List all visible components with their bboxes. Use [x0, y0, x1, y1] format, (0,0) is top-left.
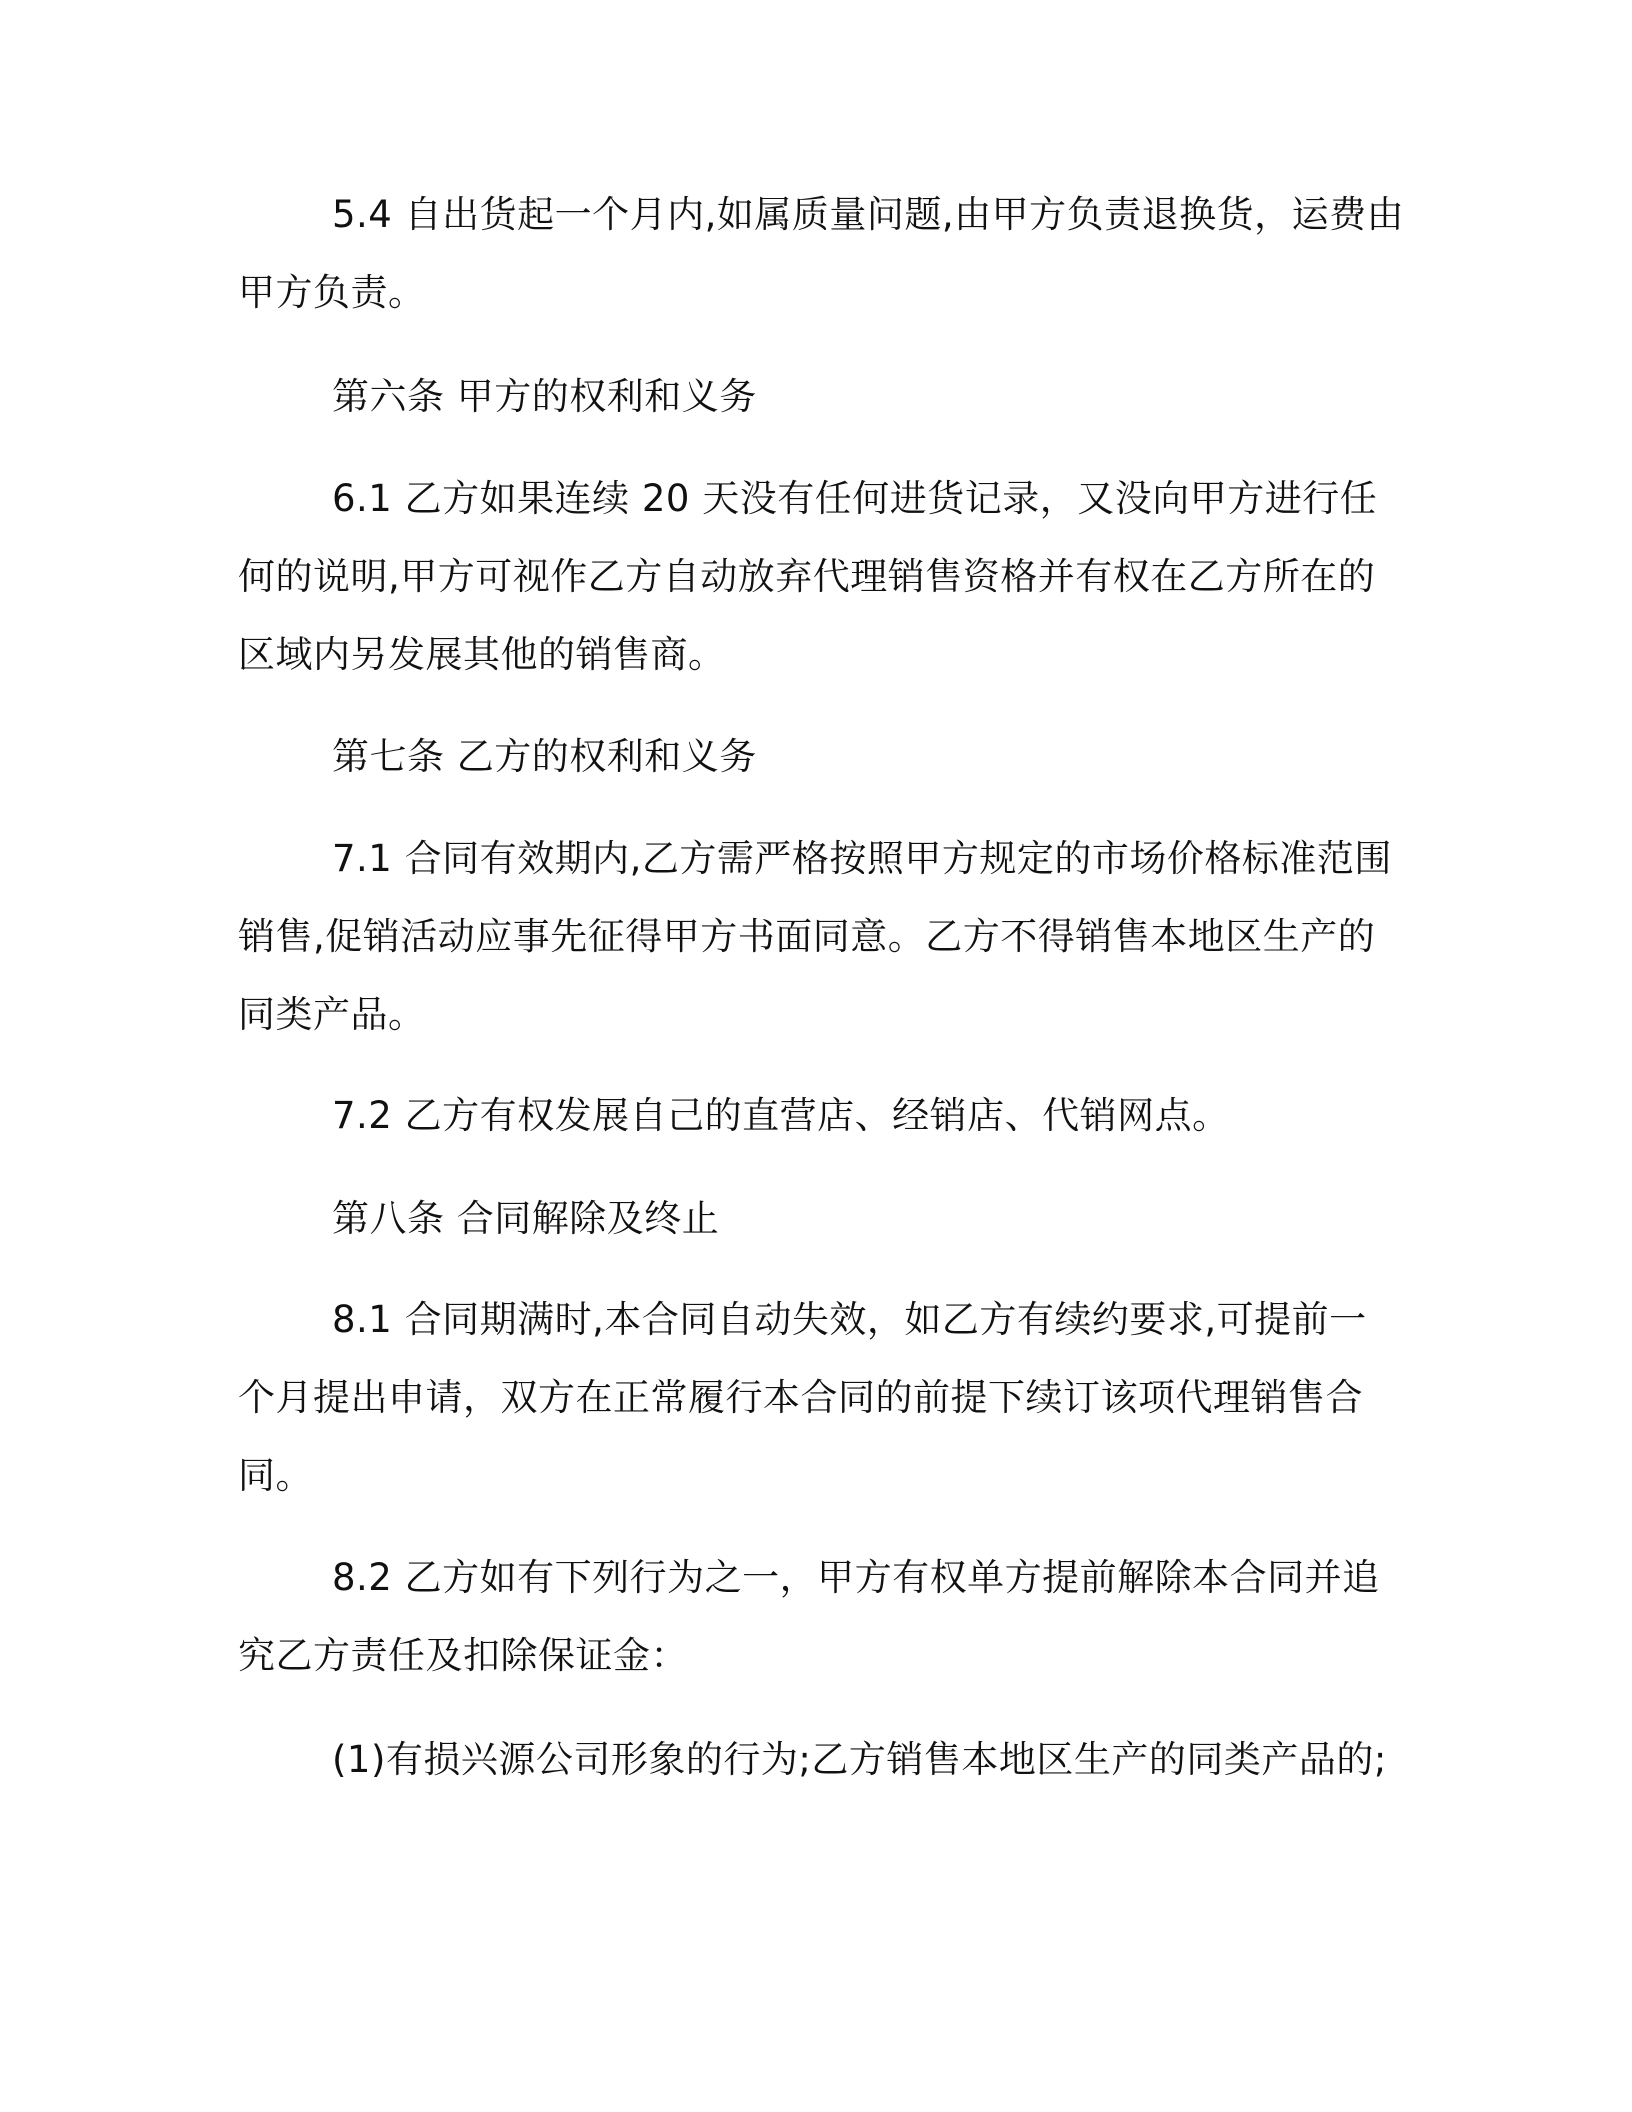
clause-6-1	[238, 460, 1378, 694]
text-line: 第八条 合同解除及终止	[332, 1197, 720, 1240]
clause-7-2	[238, 1077, 1378, 1155]
text-line: 第六条 甲方的权利和义务	[332, 375, 757, 418]
clause-8-2-item-1	[238, 1721, 1387, 1799]
clause-8-2	[238, 1539, 1378, 1695]
text-line: 甲方负责。	[238, 271, 426, 314]
text-line: 个月提出申请，双方在正常履行本合同的前提下续订该项代理销售合	[238, 1376, 1363, 1419]
text-line: 6.1 乙方如果连续 20 天没有任何进货记录，又没向甲方进行任	[332, 477, 1378, 520]
text-line: 5.4 自出货起一个月内,如属质量问题,由甲方负责退换货，运费由	[332, 193, 1405, 236]
text-line: 区域内另发展其他的销售商。	[238, 633, 726, 676]
text-line: 8.1 合同期满时,本合同自动失效，如乙方有续约要求,可提前一	[332, 1298, 1367, 1341]
text-line: 究乙方责任及扣除保证金：	[238, 1634, 688, 1677]
text-line: 8.2 乙方如有下列行为之一，甲方有权单方提前解除本合同并追	[332, 1556, 1380, 1599]
text-line: 销售,促销活动应事先征得甲方书面同意。乙方不得销售本地区生产的	[238, 915, 1376, 958]
heading-article-8	[238, 1180, 1378, 1258]
text-line: 同。	[238, 1454, 313, 1497]
text-line: (1)有损兴源公司形象的行为;乙方销售本地区生产的同类产品的;	[332, 1738, 1387, 1781]
text-line: 7.1 合同有效期内,乙方需严格按照甲方规定的市场价格标准范围	[332, 837, 1392, 880]
clause-8-1	[238, 1281, 1378, 1515]
clause-5-4	[238, 176, 1405, 332]
heading-article-6	[238, 358, 1378, 436]
text-line: 7.2 乙方有权发展自己的直营店、经销店、代销网点。	[332, 1094, 1230, 1137]
text-line: 同类产品。	[238, 993, 426, 1036]
text-line: 何的说明,甲方可视作乙方自动放弃代理销售资格并有权在乙方所在的	[238, 555, 1376, 598]
heading-article-7	[238, 718, 1378, 796]
text-line: 第七条 乙方的权利和义务	[332, 735, 757, 778]
clause-7-1	[238, 820, 1392, 1054]
